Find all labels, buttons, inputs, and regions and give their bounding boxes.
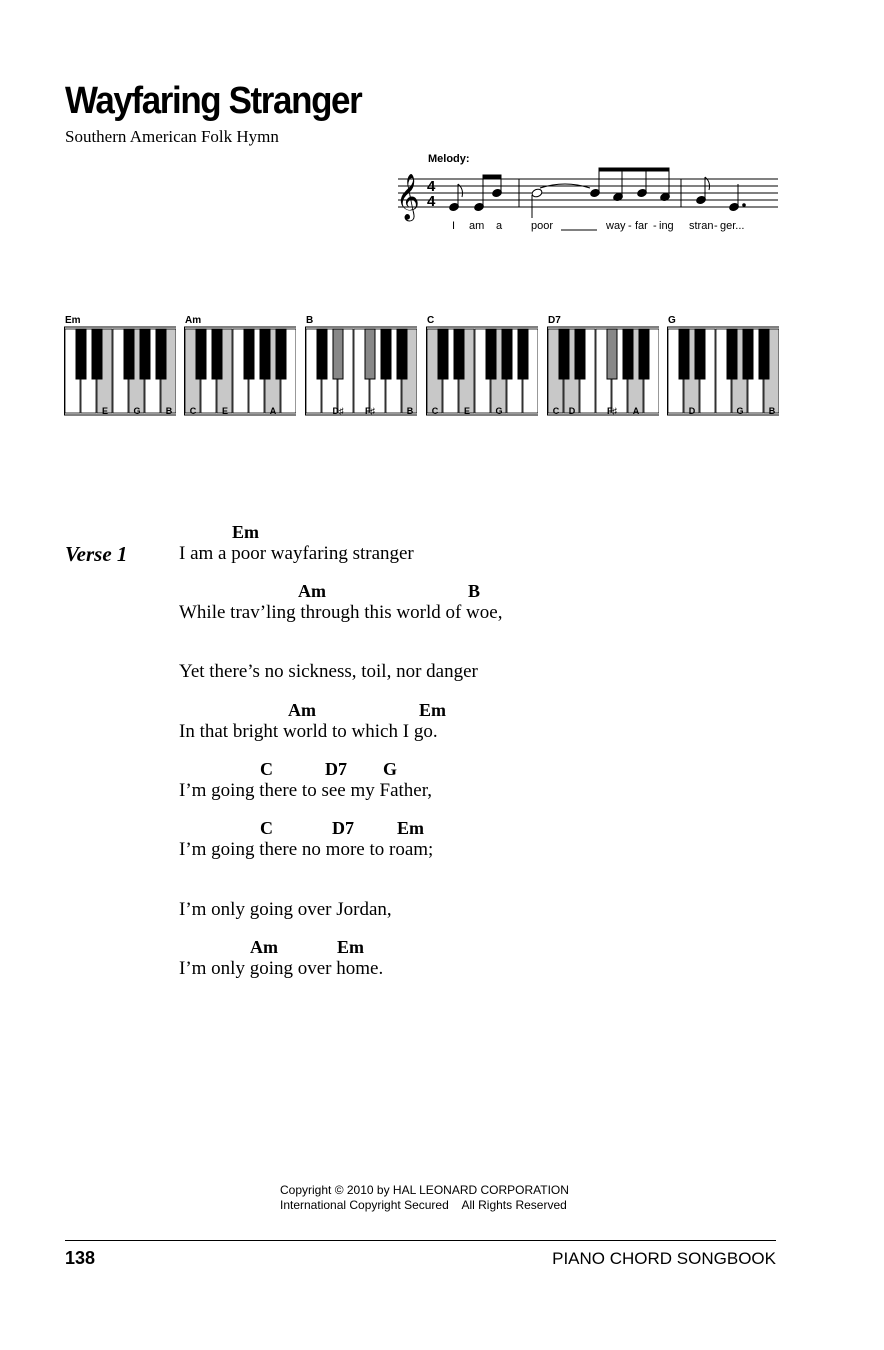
chord-diagram-label: Em: [65, 315, 81, 326]
chord-symbol: Am: [250, 937, 278, 957]
melody-staff: [390, 150, 782, 240]
chord-symbol: G: [383, 759, 398, 779]
chord-note-label: G: [736, 406, 744, 416]
black-key: [438, 329, 448, 379]
copyright-notice: [280, 1183, 569, 1213]
time-sig-top: 4: [427, 178, 436, 195]
verse-label: Verse 1: [65, 542, 128, 566]
black-key: [575, 329, 585, 379]
page-number: 138: [65, 1248, 96, 1268]
chord-symbol: Em: [419, 700, 446, 720]
chord-symbol: B: [468, 581, 481, 601]
chord-note-label: G: [495, 406, 503, 416]
song-title: Wayfaring Stranger: [65, 80, 362, 122]
black-key: [695, 329, 705, 379]
keyboard-icon: [665, 312, 779, 422]
black-key: [397, 329, 407, 379]
chord-note-label: C: [189, 406, 197, 416]
copyright-line: Copyright © 2010 by HAL LEONARD CORPORATION: [280, 1183, 569, 1197]
keyboard-icon: [303, 312, 417, 422]
chord-note-label: C: [431, 406, 439, 416]
keyboard-icon: [182, 312, 296, 422]
chord-note-label: E: [221, 406, 229, 416]
chord-symbol: D7: [332, 818, 354, 838]
black-key: [502, 329, 512, 379]
treble-clef-icon: 𝄞: [396, 174, 420, 220]
chord-diagram-label: B: [306, 315, 314, 326]
chord-symbol: Em: [397, 818, 424, 838]
black-key: [276, 329, 286, 379]
chord-note-label: B: [768, 406, 776, 416]
lyric-line: I’m only going over Jordan,: [179, 899, 392, 920]
chord-symbol: C: [260, 759, 273, 779]
lyric-line: I am a poor wayfaring stranger: [179, 543, 414, 564]
black-key: [140, 329, 150, 379]
chord-diagram-g: [665, 312, 779, 422]
chord-note-label: E: [463, 406, 471, 416]
chord-diagram-c: [424, 312, 538, 422]
copyright-line: International Copyright Secured All Rights Reserved: [280, 1198, 567, 1212]
chord-note-label: D: [568, 406, 576, 416]
black-key: [623, 329, 633, 379]
melody-lyric: way: [606, 220, 626, 232]
chord-diagram-label: Am: [185, 315, 202, 326]
lyric-line: While trav’ling through this world of woe,: [179, 602, 503, 623]
melody-lyric: ger...: [720, 220, 745, 232]
black-key: [639, 329, 649, 379]
time-sig-bottom: 4: [427, 193, 436, 210]
lyric-line: I’m only going over home.: [179, 958, 384, 979]
melody-lyric: a: [496, 220, 503, 232]
keyboard-icon: [62, 312, 176, 422]
keyboard-icon: [545, 312, 659, 422]
melody-lyric: -: [714, 220, 718, 232]
chord-diagram-label: C: [427, 315, 435, 326]
chord-diagram-am: [182, 312, 296, 422]
chord-note-label: F♯: [607, 406, 617, 416]
melody-lyric: stran: [689, 220, 714, 232]
black-key: [486, 329, 496, 379]
lyric-line: Yet there’s no sickness, toil, nor danger: [179, 661, 478, 682]
black-key: [156, 329, 166, 379]
book-title: PIANO CHORD SONGBOOK: [552, 1249, 776, 1268]
black-key: [365, 329, 375, 379]
chord-note-label: B: [165, 406, 173, 416]
black-key: [317, 329, 327, 379]
lyric-line: I’m going there to see my Father,: [179, 780, 433, 801]
black-key: [518, 329, 528, 379]
chord-note-label: C: [552, 406, 560, 416]
chord-note-label: D: [688, 406, 696, 416]
keyboard-icon: [424, 312, 538, 422]
black-key: [244, 329, 254, 379]
black-key: [124, 329, 134, 379]
black-key: [92, 329, 102, 379]
chord-symbol: Em: [337, 937, 364, 957]
chord-note-label: A: [632, 406, 640, 416]
chord-note-label: E: [101, 406, 109, 416]
black-key: [607, 329, 617, 379]
black-key: [260, 329, 270, 379]
black-key: [381, 329, 391, 379]
black-key: [759, 329, 769, 379]
melody-lyric: I: [452, 220, 456, 232]
black-key: [727, 329, 737, 379]
black-key: [679, 329, 689, 379]
black-key: [76, 329, 86, 379]
chord-note-label: F♯: [365, 406, 375, 416]
melody-lyric: -: [653, 220, 657, 232]
melody-lyric: poor: [531, 220, 554, 232]
chord-diagram-b: [303, 312, 417, 422]
lyric-line: In that bright world to which I go.: [179, 721, 438, 742]
chord-note-label: G: [133, 406, 141, 416]
lyric-line: I’m going there no more to roam;: [179, 839, 434, 860]
black-key: [212, 329, 222, 379]
black-key: [196, 329, 206, 379]
melody-lyric: am: [469, 220, 485, 232]
black-key: [743, 329, 753, 379]
chord-diagram-em: [62, 312, 176, 422]
chord-symbol: Em: [232, 522, 259, 542]
chord-symbol: Am: [298, 581, 326, 601]
footer-divider: [65, 1240, 776, 1241]
chord-symbol: D7: [325, 759, 347, 779]
melody-label: Melody:: [428, 153, 470, 165]
chord-diagram-label: G: [668, 315, 676, 326]
chord-diagram-label: D7: [548, 315, 561, 326]
black-key: [454, 329, 464, 379]
song-subtitle: Southern American Folk Hymn: [65, 127, 279, 146]
chord-diagram-d7: [545, 312, 659, 422]
black-key: [333, 329, 343, 379]
chord-symbol: C: [260, 818, 273, 838]
chord-note-label: D♯: [332, 406, 344, 416]
chord-symbol: Am: [288, 700, 316, 720]
chord-note-label: B: [406, 406, 414, 416]
black-key: [559, 329, 569, 379]
melody-lyric: far: [635, 220, 648, 232]
chord-note-label: A: [269, 406, 277, 416]
melody-lyric: ing: [659, 220, 674, 232]
melody-lyric: -: [628, 220, 632, 232]
